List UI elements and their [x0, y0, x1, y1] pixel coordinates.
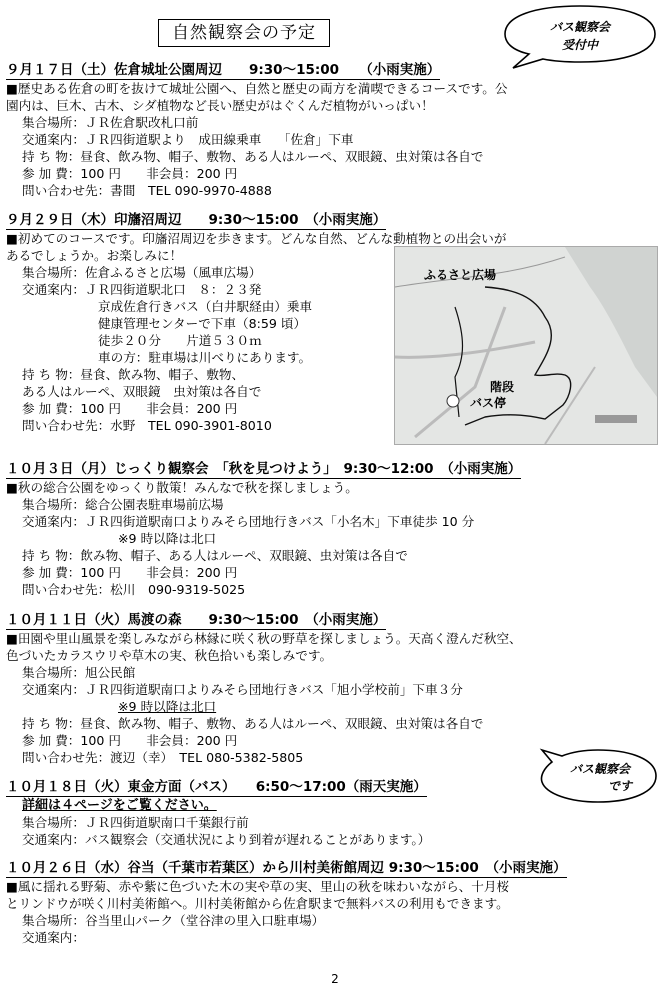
event2-desc2: あるでしょうか。お楽しみに！ — [6, 248, 183, 263]
event4-note: ※9 時以降は北口 — [118, 699, 217, 714]
event2-fee: 参 加 費：100 円 非会員：200 円 — [22, 401, 238, 416]
event4-header: １０月１１日（火）馬渡の森 9:30～15:00 （小雨実施） — [6, 612, 387, 628]
event1-bring: 持 ち 物：昼食、飲み物、帽子、敷物、ある人はルーペ、双眼鏡、虫対策は各自で — [22, 149, 484, 164]
map-label-stairs: 階段 — [490, 380, 515, 394]
event5-detail: 詳細は４ページをご覧ください。 — [22, 798, 217, 813]
bubble-top-line2: 受付中 — [561, 38, 598, 52]
event5-header: １０月１８日（火）東金方面（バス） 6:50～17:00（雨天実施） — [6, 779, 427, 795]
event1-desc1: ■歴史ある佐倉の町を抜けて城址公園へ、自然と歴史の両方を満喫できるコースです。公 — [6, 81, 508, 96]
event2-contact: 問い合わせ先：水野 TEL 090-3901-8010 — [22, 418, 272, 433]
event2-access4: 徒歩２０分 片道５３０ｍ — [98, 333, 262, 348]
event4-desc2: 色づいたカラスウリや草木の実、秋色拾いも楽しみです。 — [6, 648, 333, 663]
event2-header: ９月２９日（木）印旛沼周辺 9:30～15:00 （小雨実施） — [6, 212, 387, 228]
event4-fee: 参 加 費：100 円 非会員：200 円 — [22, 733, 238, 748]
bubble-mid-line2: です — [607, 779, 632, 793]
event2-access2: 京成佐倉行きバス（白井駅経由）乗車 — [98, 299, 313, 314]
event6-header: １０月２６日（水）谷当（千葉市若葉区）から川村美術館周辺 9:30～15:00 （小雨実施） — [6, 860, 567, 876]
event4-contact: 問い合わせ先：渡辺（幸） TEL 080-5382-5805 — [22, 750, 304, 765]
event3-note: ※9 時以降は北口 — [118, 531, 217, 546]
bubble-mid-line1: バス観察会 — [569, 762, 630, 776]
event4-bring: 持 ち 物：昼食、飲み物、帽子、敷物、ある人はルーペ、双眼鏡、虫対策は各自で — [22, 716, 484, 731]
page-number: 2 — [331, 972, 339, 986]
map-label-bus-stop: バス停 — [470, 396, 507, 410]
page-title: 自然観察会の予定 — [158, 19, 330, 47]
event3-header: １０月３日（月）じっくり観察会 「秋を見つけよう」 9:30～12:00 （小雨実施） — [6, 461, 522, 477]
event1-fee: 参 加 費：100 円 非会員：200 円 — [22, 166, 238, 181]
event2-desc1: ■初めてのコースです。印旛沼周辺を歩きます。どんな自然、どんな動植物との出会いが — [6, 231, 507, 246]
event3-contact: 問い合わせ先：松川 090-9319-5025 — [22, 582, 246, 597]
event1-contact: 問い合わせ先：書間 TEL 090-9970-4888 — [22, 183, 272, 198]
event6-access: 交通案内： — [22, 930, 85, 945]
event3-bring: 持 ち 物：飲み物、帽子、ある人はルーペ、双眼鏡、虫対策は各自で — [22, 548, 408, 563]
event1-meet: 集合場所：ＪＲ佐倉駅改札口前 — [22, 115, 199, 130]
event6-desc2: とリンドウが咲く川村美術館へ。川村美術館から佐倉駅まで無料バスの利用もできます。 — [6, 896, 509, 911]
event6-desc1: ■風に揺れる野菊、赤や紫に色づいた木の実や草の実、里山の秋を味わいながら、十月桜 — [6, 879, 510, 894]
event1-header: ９月１７日（土）佐倉城址公園周辺 9:30～15:00 （小雨実施） — [6, 62, 441, 78]
event5-access: 交通案内：バス観察会（交通状況により到着が遅れることがあります。） — [22, 832, 431, 847]
event2-access5: 車の方：駐車場は川べりにあります。 — [98, 350, 312, 365]
event5-meet: 集合場所：ＪＲ四街道駅南口千葉銀行前 — [22, 815, 249, 830]
event3-meet: 集合場所：総合公園表駐車場前広場 — [22, 497, 224, 512]
event4-desc1: ■田園や里山風景を楽しみながら林縁に咲く秋の野草を探しましょう。天高く澄んだ秋空、 — [6, 631, 522, 646]
event4-access: 交通案内：ＪＲ四街道駅南口よりみそら団地行きバス「旭小学校前」下車３分 — [22, 682, 463, 697]
map-label-plaza: ふるさと広場 — [424, 268, 497, 282]
event3-fee: 参 加 費：100 円 非会員：200 円 — [22, 565, 238, 580]
event2-bring1: 持 ち 物：昼食、飲み物、帽子、敷物、 — [22, 367, 245, 382]
bubble-top-line1: バス観察会 — [549, 20, 610, 34]
event2-bring2: ある人はルーペ、双眼鏡 虫対策は各自で — [22, 384, 262, 399]
event2-meet: 集合場所：佐倉ふるさと広場（風車広場） — [22, 265, 262, 280]
event2-access3: 健康管理センターで下車（8:59 頃） — [98, 316, 307, 331]
event3-access: 交通案内：ＪＲ四街道駅南口よりみそら団地行きバス「小名木」下車徒歩 10 分 — [22, 514, 475, 529]
event4-meet: 集合場所：旭公民館 — [22, 665, 136, 680]
event6-meet: 集合場所：谷当里山パーク（堂谷津の里入口駐車場） — [22, 913, 325, 928]
event1-desc2: 園内は、巨木、古木、シダ植物など長い歴史がはぐくんだ植物がいっぱい！ — [6, 98, 434, 113]
event3-desc1: ■秋の総合公園をゆっくり散策！みんなで秋を探しましょう。 — [6, 480, 358, 495]
event2-access1: 交通案内：ＪＲ四街道駅北口 ８：２３発 — [22, 282, 262, 297]
event1-access: 交通案内：ＪＲ四街道駅より 成田線乗車 「佐倉」下車 — [22, 132, 354, 147]
